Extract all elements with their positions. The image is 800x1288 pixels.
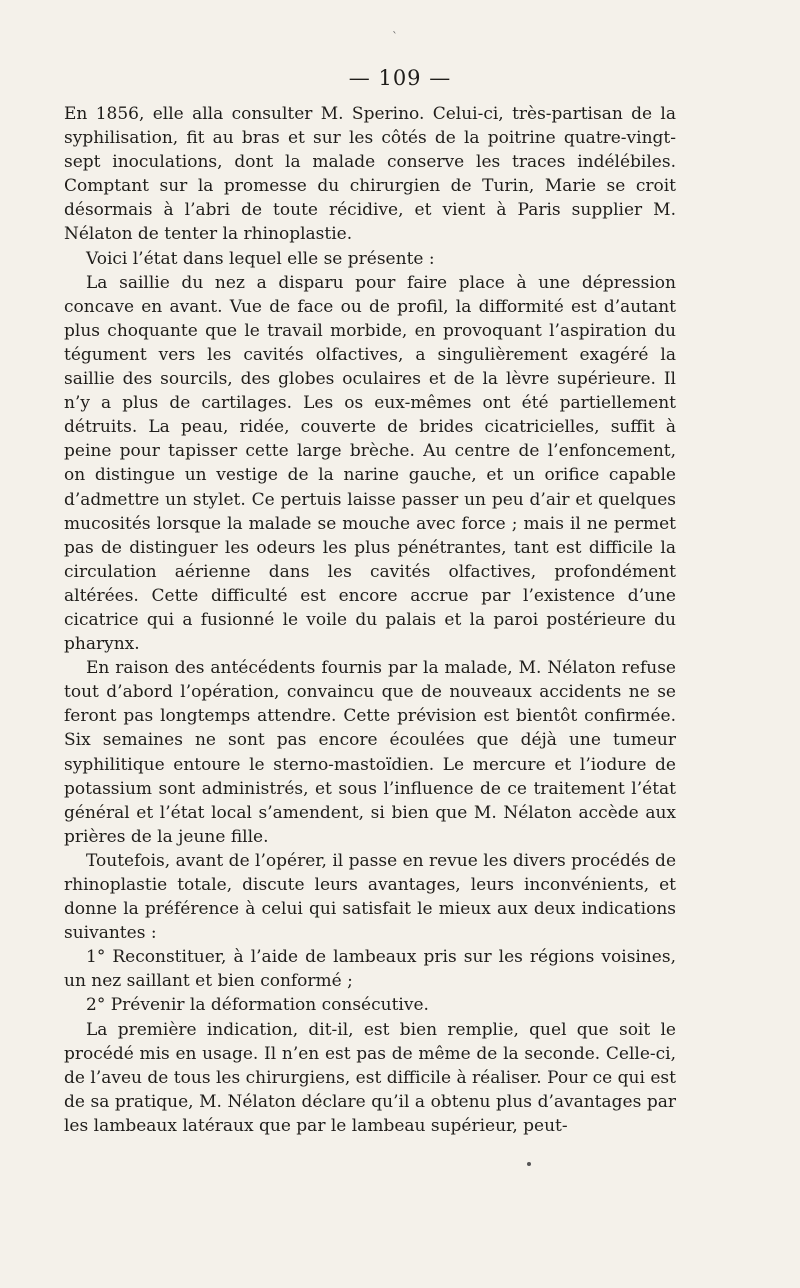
paragraph-6: 1° Reconstituer, à l’aide de lambeaux pris sur les régions voisines, un nez saillant et bien conformé ; xyxy=(64,947,676,992)
body-text xyxy=(64,102,676,1138)
paragraph-4: En raison des antécédents fournis par la malade, M. Nélaton refuse tout d’abord l’opération, convaincu que de nouveaux accidents ne se feront pas longtemps attendre. Cette prévision est bientôt confirmée. Six semaines ne sont pas encore écoulées que déjà une tumeur syphilitique entoure le sterno-mastoïdien. Le mercure et l’iodure de potassium sont administrés, et sous l’influence de ce traitement l’état général et l’état local s’amendent, si bien que M. Nélaton accède aux prières de la jeune fille. xyxy=(64,658,676,847)
paragraph-5: Toutefois, avant de l’opérer, il passe en revue les divers procédés de rhinoplastie totale, discute leurs avantages, leurs inconvénients, et donne la préférence à celui qui satisfait le mieux aux deux indications suivantes : xyxy=(64,850,676,944)
ink-speck xyxy=(527,1162,531,1166)
ink-mark: ` xyxy=(392,30,398,44)
paragraph-7: 2° Prévenir la déformation consécutive. xyxy=(86,995,429,1016)
paragraph-3: La saillie du nez a disparu pour faire place à une dépression concave en avant. Vue de face ou de profil, la difformité est d’autant plus choquante que le travail morbide, en provoquant l’aspiration du tégument vers les cavités olfactives, a singulièrement exagéré la saillie des sourcils, des globes oculaires et de la lèvre supérieure. Il n’y a plus de cartilages. Les os eux-mêmes ont été partiellement détruits. La peau, ridée, couverte de brides cicatricielles, suffit à peine pour tapisser cette large brèche. Au centre de l’enfoncement, on distingue un vestige de la narine gauche, et un orifice capable d’admettre un stylet. Ce pertuis laisse passer un peu d’air et quelques mucosités lorsque la malade se mouche avec force ; mais il ne permet pas de distinguer les odeurs les plus pénétrantes, tant est difficile la circulation aérienne dans les cavités olfactives, profondément altérées. Cette difficulté est encore accrue par l’existence d’une cicatrice qui a fusionné le voile du palais et la paroi postérieure du pharynx. xyxy=(64,272,676,655)
paragraph-8: La première indication, dit-il, est bien remplie, quel que soit le procédé mis en usage. Il n’en est pas de même de la seconde. Celle-ci, de l’aveu de tous les chirurgiens, est difficile à réaliser. Pour ce qui est de sa pratique, M. Nélaton déclare qu’il a obtenu plus d’avantages par les lambeaux latéraux que par le lambeau supérieur, peut- xyxy=(64,1019,676,1136)
paragraph-1: En 1856, elle alla consulter M. Sperino. Celui-ci, très-partisan de la syphilisation, fit au bras et sur les côtés de la poitrine quatre-vingt-sept inoculations, dont la malade conserve les traces indélébiles. Comptant sur la promesse du chirurgien de Turin, Marie se croit désormais à l’abri de toute récidive, et vient à Paris supplier M. Nélaton de tenter la rhinoplastie. xyxy=(64,104,676,245)
page-number: — 109 — xyxy=(348,66,452,90)
paragraph-2: Voici l’état dans lequel elle se présente : xyxy=(86,248,435,269)
